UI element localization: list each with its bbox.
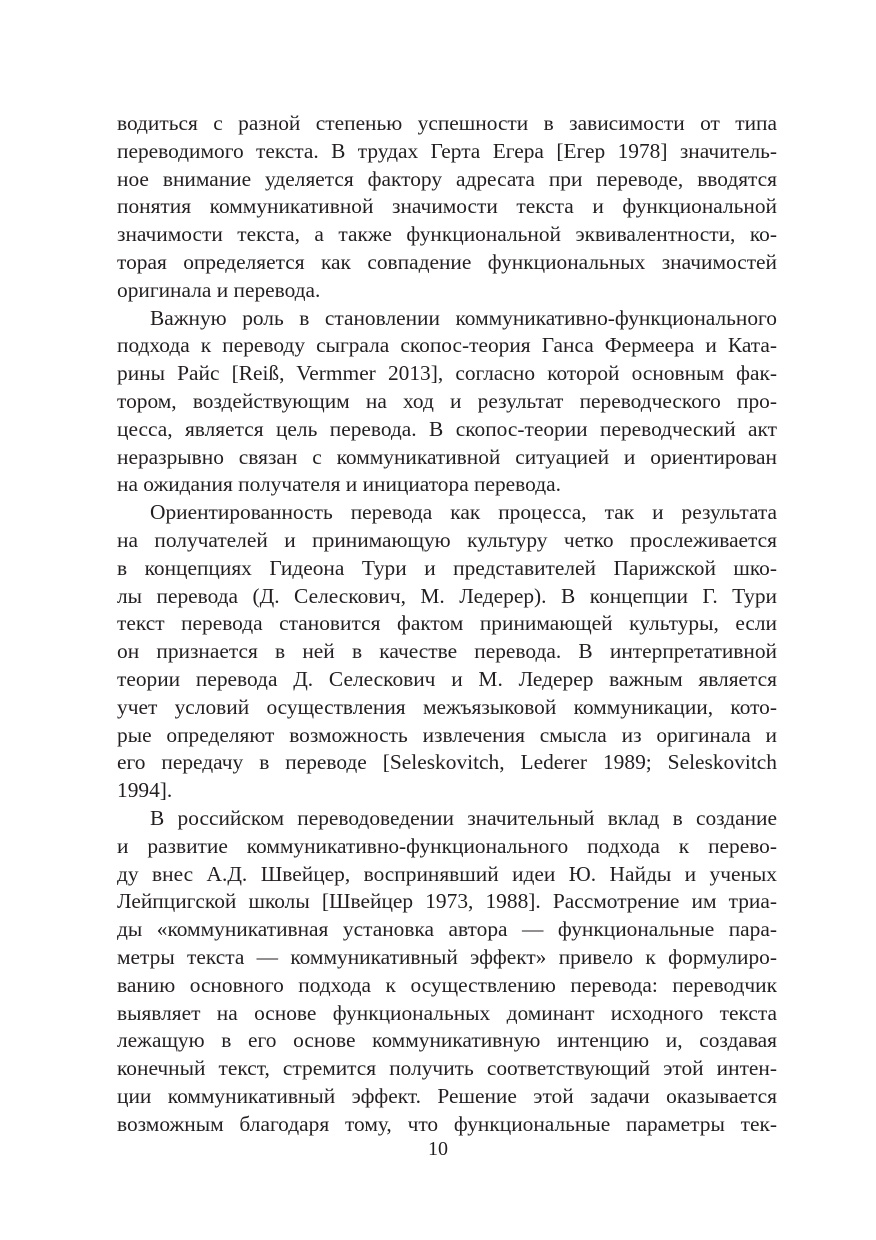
text-line: торая определяется как совпадение функциональных значимостей [117,249,777,274]
text-line: рые определяют возможность извлечения смысла из оригинала и [117,722,777,747]
text-line: теории перевода Д. Селескович и М. Ледерер важным является [117,666,777,691]
text-line: Ориентированность перевода как процесса, так и результата [150,500,777,525]
text-line: выявляет на основе функциональных доминант исходного текста [117,1000,777,1025]
text-line: В российском переводоведении значительный вклад в создание [150,805,777,830]
text-line: в концепциях Гидеона Тури и представителей Парижской шко- [117,555,777,580]
text-line: метры текста — коммуникативный эффект» привело к формулиро- [117,944,777,969]
text-line: Важную роль в становлении коммуникативно-функционального [150,305,777,330]
body-text [117,110,777,1138]
paragraph-4 [117,805,777,1139]
paragraph-3 [117,499,777,805]
text-line: неразрывно связан с коммуникативной ситуацией и ориентирован [117,444,777,469]
text-line: на получателей и принимающую культуру четко прослеживается [117,527,777,552]
text-line: Лейпцигской школы [Швейцер 1973, 1988]. Рассмотрение им триа- [117,889,777,914]
text-line: водиться с разной степенью успешности в зависимости от типа [117,111,777,135]
text-line: 1994]. [117,778,173,803]
text-line: ное внимание уделяется фактору адресата при переводе, вводятся [117,166,777,191]
text-line: возможным благодаря тому, что функциональные параметры тек- [117,1111,777,1136]
text-line: ции коммуникативный эффект. Решение этой задачи оказывается [117,1083,777,1108]
text-line: лы перевода (Д. Селескович, М. Ледерер). В концепции Г. Тури [117,583,777,608]
page-number: 10 [428,1138,448,1160]
text-line: текст перевода становится фактом принимающей культуры, если [117,611,777,636]
text-line: лежащую в его основе коммуникативную интенцию и, создавая [117,1028,777,1053]
text-line: учет условий осуществления межъязыковой коммуникации, кото- [117,694,777,719]
text-line: оригинала и перевода. [117,277,321,302]
text-line: переводимого текста. В трудах Герта Егера [Егер 1978] значитель- [117,138,777,163]
text-line: ванию основного подхода к осуществлению перевода: переводчик [117,972,777,997]
text-line: на ожидания получателя и инициатора перевода. [117,472,561,497]
text-line: его передачу в переводе [Seleskovitch, Lederer 1989; Seleskovitch [117,750,777,775]
text-line: и развитие коммуникативно-функционального подхода к перево- [117,833,777,858]
text-line: понятия коммуникативной значимости текста и функциональной [117,194,777,219]
text-line: ду внес А.Д. Швейцер, воспринявший идеи Ю. Найды и ученых [117,861,777,886]
paragraph-1 [117,110,777,305]
text-line: ды «коммуникативная установка автора — функциональные пара- [117,917,777,942]
text-line: он признается в ней в качестве перевода. В интерпретативной [117,639,777,664]
text-line: значимости текста, а также функциональной эквивалентности, ко- [117,222,777,247]
text-line: конечный текст, стремится получить соответствующий этой интен- [117,1056,777,1081]
text-line: цесса, является цель перевода. В скопос-теории переводческий акт [117,416,777,441]
text-line: рины Райс [Reiß, Vermmer 2013], согласно которой основным фак- [117,361,777,386]
text-line: подхода к переводу сыграла скопос-теория Ганса Фермеера и Ката- [117,333,777,358]
text-line: тором, воздействующим на ход и результат переводческого про- [117,388,777,413]
paragraph-2 [117,305,777,500]
